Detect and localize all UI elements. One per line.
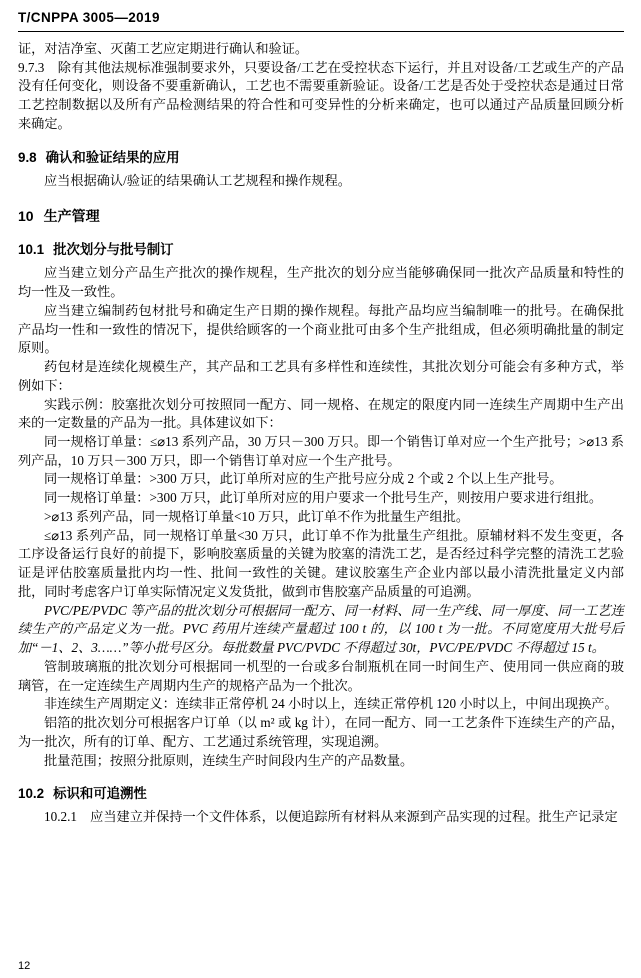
paragraph: 应当建立编制药包材批号和确定生产日期的操作规程。每批产品均应当编制唯一的批号。在确保批产品均一性和一致性的情况下，提供给顾客的一个商业批可由多个生产批组成，但必须明确批量的制定原则。 [18, 302, 624, 356]
section-title: 确认和验证结果的应用 [45, 149, 180, 165]
chapter-title: 生产管理 [43, 208, 100, 225]
document-body [18, 40, 624, 827]
paragraph: 应当建立划分产品生产批次的操作规程，生产批次的划分应当能够确保同一批次产品质量和特性的均一性及一致性。 [18, 265, 624, 300]
paragraph: 同一规格订单量：≤⌀13 系列产品，30 万只－300 万只。即一个销售订单对应一个生产批号；>⌀13 系列产品，10 万只－300 万只，即一个销售订单对应一个生产批号。 [18, 434, 624, 468]
section-number: 10.1 [18, 242, 45, 258]
chapter-heading [18, 206, 624, 226]
section-title: 批次划分与批号制订 [53, 242, 174, 258]
section-number: 9.8 [18, 149, 37, 165]
header-rule [18, 31, 624, 32]
section-heading [18, 239, 624, 258]
paragraph: 10.2.1 应当建立并保持一个文件体系，以便追踪所有材料从来源到产品实现的过程。批生产记录定 [44, 809, 618, 825]
paragraph: 批量范围；按照分批原则，连续生产时间段内生产的产品数量。 [44, 752, 414, 768]
paragraph: 同一规格订单量：>300 万只，此订单所对应的用户要求一个批号生产，则按用户要求进行组批。 [44, 490, 603, 506]
page-number: 12 [18, 960, 31, 972]
paragraph: 非连续生产周期定义：连续非正常停机 24 小时以上，连续正常停机 120 小时以上，中间出现换产。 [44, 696, 618, 712]
paragraph: 证，对洁净室、灭菌工艺应定期进行确认和验证。 [18, 41, 309, 56]
page-header: T/CNPPA 3005—2019 [18, 10, 160, 25]
paragraph: PVC/PE/PVDC 等产品的批次划分可根据同一配方、同一材料、同一生产线、同一厚度、同一工艺连续生产的产品定义为一批。PVC 药用片连续产量超过 100 t 的，以 100 t 为一批。不同宽度用大批号后加“－1、2、3……”等小批号区分。每批数量 PVC/PVDC 不得超过 30t，PVC/PE/PVDC 不得超过 15 t。 [18, 602, 624, 656]
paragraph: 实践示例：胶塞批次划分可按照同一配方、同一规格、在规定的限度内同一连续生产周期中生产出来的一定数量的产品为一批。具体建议如下： [18, 396, 624, 431]
section-number: 10.2 [18, 786, 45, 802]
paragraph: 管制玻璃瓶的批次划分可根据同一机型的一台或多台制瓶机在同一时间生产、使用同一供应商的玻璃管，在一定连续生产周期内生产的规格产品为一个批次。 [18, 658, 624, 693]
chapter-number: 10 [18, 208, 34, 225]
paragraph: 同一规格订单量：>300 万只，此订单所对应的生产批号应分成 2 个或 2 个以上生产批号。 [44, 471, 563, 487]
paragraph: 铝箔的批次划分可根据客户订单（以 m² 或 kg 计），在同一配方、同一工艺条件下连续生产的产品，为一批次，所有的订单、配方、工艺通过系统管理，实现追溯。 [18, 715, 624, 749]
paragraph: 应当根据确认/验证的结果确认工艺规程和操作规程。 [44, 172, 351, 188]
paragraph: 药包材是连续化规模生产，其产品和工艺具有多样性和连续性，其批次划分可能会有多种方式，举例如下： [18, 359, 624, 393]
paragraph: 9.7.3 除有其他法规标准强制要求外，只要设备/工艺在受控状态下运行，并且对设备/工艺或生产的产品没有任何变化，则设备不要重新确认，工艺也不需要重新验证。设备/工艺是否处于受控状态是通过日常工艺控制数据以及所有产品检测结果的符合性和可变异性的分析来确定，也可以通过产品质量回顾分析来确定。 [18, 59, 624, 131]
section-heading [18, 783, 624, 802]
section-heading [18, 147, 624, 166]
paragraph: >⌀13 系列产品，同一规格订单量<10 万只，此订单不作为批量生产组批。 [44, 508, 470, 524]
section-title: 标识和可追溯性 [53, 786, 147, 802]
paragraph: ≤⌀13 系列产品，同一规格订单量<30 万只，此订单不作为批量生产组批。原辅材料不发生变更，各工序设备运行良好的前提下，影响胶塞质量的关键为胶塞的清洗工艺，是否经过科学完整的清洗工艺验证是评估胶塞质量批内均一性、批间一致性的关键。建议胶塞生产企业内部以最小清洗批量定义内部批，同时考虑客户订单实际情况定义发货批，做到市售胶塞产品质量的可追溯。 [18, 527, 624, 599]
